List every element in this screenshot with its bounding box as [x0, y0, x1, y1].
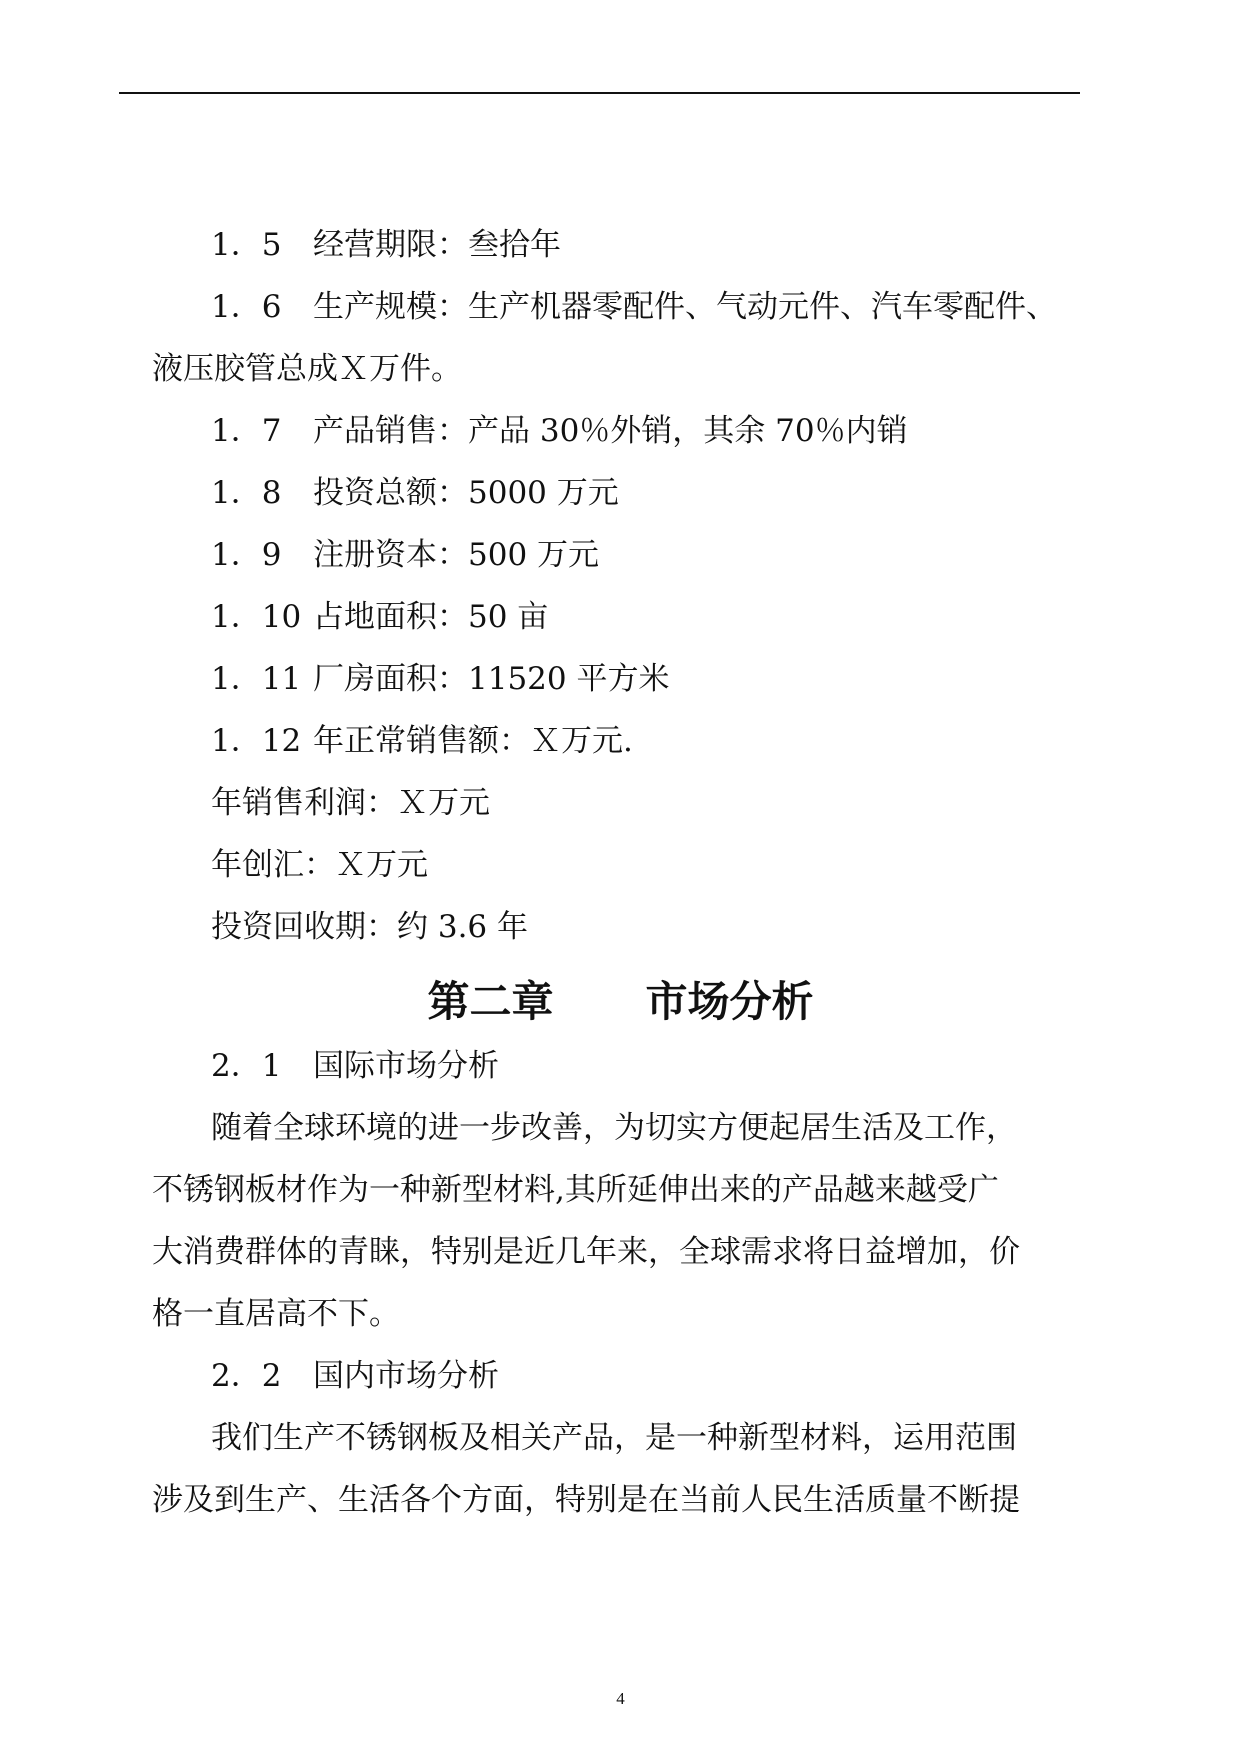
section-heading-2-2 [211, 1356, 499, 1396]
item-annual-profit: 年销售利润：Ｘ万元 [211, 785, 490, 821]
section-number: 2．2 [211, 1358, 282, 1394]
item-number: 1．8 [211, 475, 282, 511]
section-heading-2-1 [211, 1046, 499, 1086]
item-number: 1．12 [211, 723, 302, 759]
item-annual-forex: 年创汇：Ｘ万元 [211, 847, 428, 883]
item-1-6-continuation: 液压胶管总成Ｘ万件。 [152, 351, 462, 387]
item-1-12 [211, 721, 633, 761]
section-title: 国际市场分析 [313, 1048, 499, 1084]
item-1-10 [211, 597, 548, 637]
item-text: 生产规模：生产机器零配件、气动元件、汽车零配件、 [313, 289, 1057, 325]
item-number: 1．11 [211, 661, 302, 697]
chapter-title: 市场分析 [645, 977, 814, 1026]
paragraph-line: 涉及到生产、生活各个方面，特别是在当前人民生活质量不断提 [152, 1482, 1020, 1518]
chapter-heading [0, 975, 1241, 1029]
item-text: 投资总额：5000 万元 [313, 475, 619, 511]
item-number: 1．10 [211, 599, 302, 635]
paragraph-line: 不锈钢板材作为一种新型材料,其所延伸出来的产品越来越受广 [152, 1172, 999, 1208]
item-number: 1．6 [211, 289, 282, 325]
item-1-8 [211, 473, 619, 513]
item-text: 经营期限：叁拾年 [313, 227, 561, 263]
paragraph-line: 大消费群体的青睐，特别是近几年来，全球需求将日益增加，价 [152, 1234, 1020, 1270]
section-number: 2．1 [211, 1048, 282, 1084]
item-number: 1．9 [211, 537, 282, 573]
item-1-5 [211, 225, 561, 265]
item-text: 产品销售：产品 30％外销，其余 70％内销 [313, 413, 908, 449]
item-number: 1．7 [211, 413, 282, 449]
chapter-number: 第二章 [427, 977, 554, 1026]
item-text: 年正常销售额：Ｘ万元. [313, 723, 633, 759]
item-text: 注册资本：500 万元 [313, 537, 600, 573]
header-rule [119, 92, 1080, 94]
item-text: 占地面积：50 亩 [313, 599, 549, 635]
item-1-7 [211, 411, 908, 451]
item-1-6 [211, 287, 1057, 327]
page-number: 4 [616, 1689, 625, 1708]
paragraph-line: 我们生产不锈钢板及相关产品，是一种新型材料，运用范围 [211, 1420, 1017, 1456]
item-number: 1．5 [211, 227, 282, 263]
paragraph-line: 格一直居高不下。 [152, 1296, 400, 1332]
section-title: 国内市场分析 [313, 1358, 499, 1394]
item-text: 厂房面积：11520 平方米 [313, 661, 670, 697]
paragraph-line: 随着全球环境的进一步改善，为切实方便起居生活及工作， [211, 1110, 1017, 1146]
item-payback-period: 投资回收期：约 3.6 年 [211, 909, 529, 945]
item-1-11 [211, 659, 669, 699]
item-1-9 [211, 535, 599, 575]
